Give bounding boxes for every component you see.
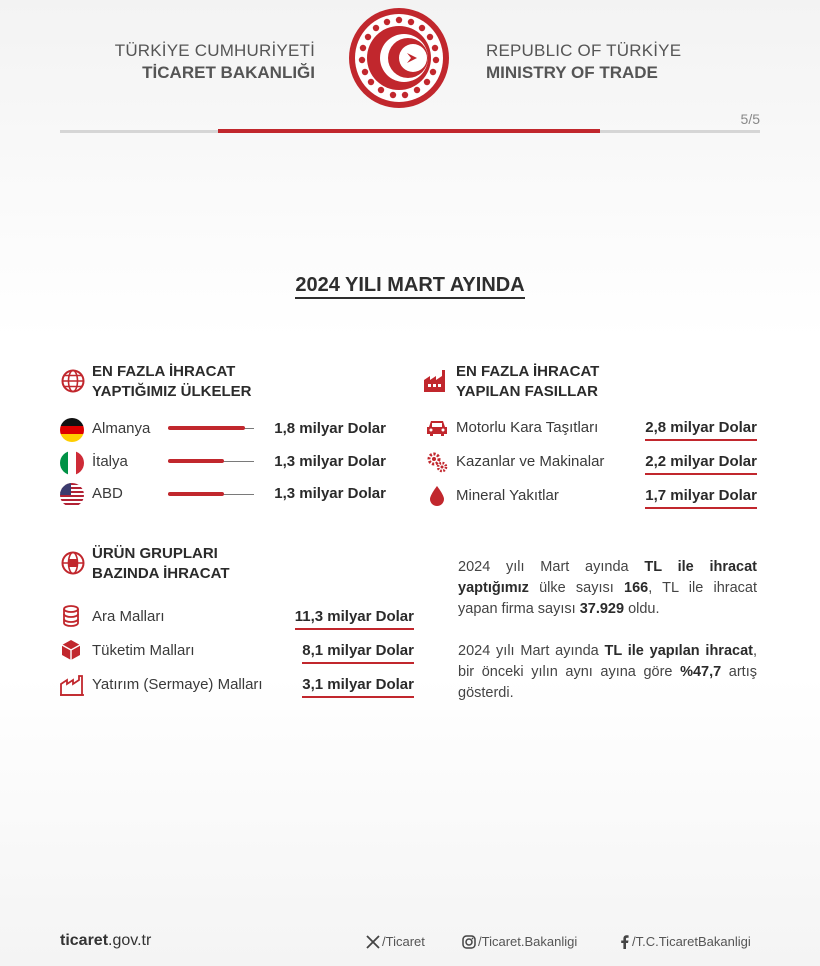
bar-fill xyxy=(168,492,224,496)
globe-box-icon xyxy=(60,550,86,576)
country-value-usa: 1,3 milyar Dolar xyxy=(274,485,386,502)
instagram-icon xyxy=(462,935,476,949)
p1-text-1: 2024 yılı Mart ayında xyxy=(458,559,645,575)
footer-x-link[interactable] xyxy=(366,934,425,949)
ministry-seal-logo xyxy=(347,6,451,110)
p2-text-1: 2024 yılı Mart ayında xyxy=(458,643,605,659)
gears-icon xyxy=(426,451,448,473)
p1-text-2: ülke sayısı xyxy=(528,580,624,596)
product-groups-heading xyxy=(92,544,332,584)
p2-text-2: , bir önceki yılın aynı ayına göre xyxy=(458,643,757,680)
oil-drop-icon xyxy=(429,485,445,507)
product-name-investment: Yatırım (Sermaye) Malları xyxy=(92,676,263,693)
x-icon xyxy=(366,935,380,949)
tl-exports-paragraph xyxy=(458,557,757,620)
p1-text-3: , TL ile ihracat yapan firma sayısı xyxy=(458,580,757,617)
header-right-line1: REPUBLIC OF TÜRKİYE xyxy=(486,41,682,60)
countries-heading-line2: YAPTIĞIMIZ ÜLKELER xyxy=(92,383,252,400)
p1-bold-2: 166 xyxy=(624,580,649,596)
product-value-intermediate-text: 11,3 milyar Dolar xyxy=(295,608,414,630)
bar-fill xyxy=(168,459,224,463)
country-value-italy: 1,3 milyar Dolar xyxy=(274,453,386,470)
footer-website-rest: .gov.tr xyxy=(108,932,152,949)
chapters-heading xyxy=(456,362,696,402)
database-icon xyxy=(62,605,80,627)
p1-bold-3: 37.929 xyxy=(579,601,625,617)
countries-heading xyxy=(92,362,332,402)
header-left-line1: TÜRKİYE CUMHURİYETİ xyxy=(114,41,315,60)
product-value-consumer xyxy=(260,642,414,659)
tl-growth-paragraph xyxy=(458,641,757,704)
chapter-value-machinery-text: 2,2 milyar Dolar xyxy=(645,453,757,475)
product-value-investment-text: 3,1 milyar Dolar xyxy=(302,676,414,698)
factory-line-icon xyxy=(59,674,85,696)
product-name-intermediate: Ara Malları xyxy=(92,608,165,625)
header-divider-accent xyxy=(218,129,600,133)
footer-instagram-handle: /Ticaret.Bakanligi xyxy=(478,934,578,949)
header-right xyxy=(486,40,726,84)
chapter-name-machinery: Kazanlar ve Makinalar xyxy=(456,453,605,470)
countries-heading-line1: EN FAZLA İHRACAT xyxy=(92,363,236,380)
header-left-line2: TİCARET BAKANLIĞI xyxy=(142,63,315,82)
page-title-text: 2024 YILI MART AYINDA xyxy=(295,274,524,299)
page-title xyxy=(0,274,820,297)
footer-facebook-handle: /T.C.TicaretBakanligi xyxy=(632,934,751,949)
footer-website[interactable] xyxy=(60,932,151,950)
chapter-name-fuels: Mineral Yakıtlar xyxy=(456,487,559,504)
p2-bold-2: %47,7 xyxy=(680,664,722,680)
header-right-line2: MINISTRY OF TRADE xyxy=(486,63,658,82)
p1-text-4: oldu. xyxy=(624,601,660,617)
factory-icon xyxy=(422,368,448,394)
usa-flag-icon xyxy=(60,483,84,507)
chapters-heading-line2: YAPILAN FASILLAR xyxy=(456,383,598,400)
italy-flag-icon xyxy=(60,451,84,475)
chapter-value-machinery xyxy=(600,453,757,470)
product-value-intermediate xyxy=(260,608,414,625)
header-left xyxy=(100,40,315,84)
country-name-usa: ABD xyxy=(92,485,123,502)
footer-instagram-link[interactable] xyxy=(462,934,577,949)
chapters-heading-line1: EN FAZLA İHRACAT xyxy=(456,363,600,380)
box-icon xyxy=(61,639,81,661)
footer-x-handle: /Ticaret xyxy=(382,934,425,949)
germany-flag-icon xyxy=(60,418,84,442)
facebook-icon xyxy=(620,935,629,949)
page-indicator: 5/5 xyxy=(740,111,760,127)
product-groups-heading-line2: BAZINDA İHRACAT xyxy=(92,565,230,582)
country-name-italy: İtalya xyxy=(92,453,128,470)
p2-text-3: artış gösterdi. xyxy=(458,664,757,701)
p1-bold-1: TL ile ihracat yaptığımız xyxy=(458,559,757,596)
chapter-value-vehicles-text: 2,8 milyar Dolar xyxy=(645,419,757,441)
country-name-germany: Almanya xyxy=(92,420,151,437)
car-icon xyxy=(426,418,448,438)
chapter-value-fuels xyxy=(600,487,757,504)
product-name-consumer: Tüketim Malları xyxy=(92,642,195,659)
globe-icon xyxy=(60,368,86,394)
p2-bold-1: TL ile yapılan ihracat xyxy=(604,643,753,659)
chapter-name-vehicles: Motorlu Kara Taşıtları xyxy=(456,419,599,436)
product-value-consumer-text: 8,1 milyar Dolar xyxy=(302,642,414,664)
country-value-germany: 1,8 milyar Dolar xyxy=(274,420,386,437)
product-groups-heading-line1: ÜRÜN GRUPLARI xyxy=(92,545,218,562)
footer-facebook-link[interactable] xyxy=(620,934,751,949)
chapter-value-fuels-text: 1,7 milyar Dolar xyxy=(645,487,757,509)
chapter-value-vehicles xyxy=(600,419,757,436)
footer-website-bold: ticaret xyxy=(60,932,109,949)
product-value-investment xyxy=(280,676,414,693)
